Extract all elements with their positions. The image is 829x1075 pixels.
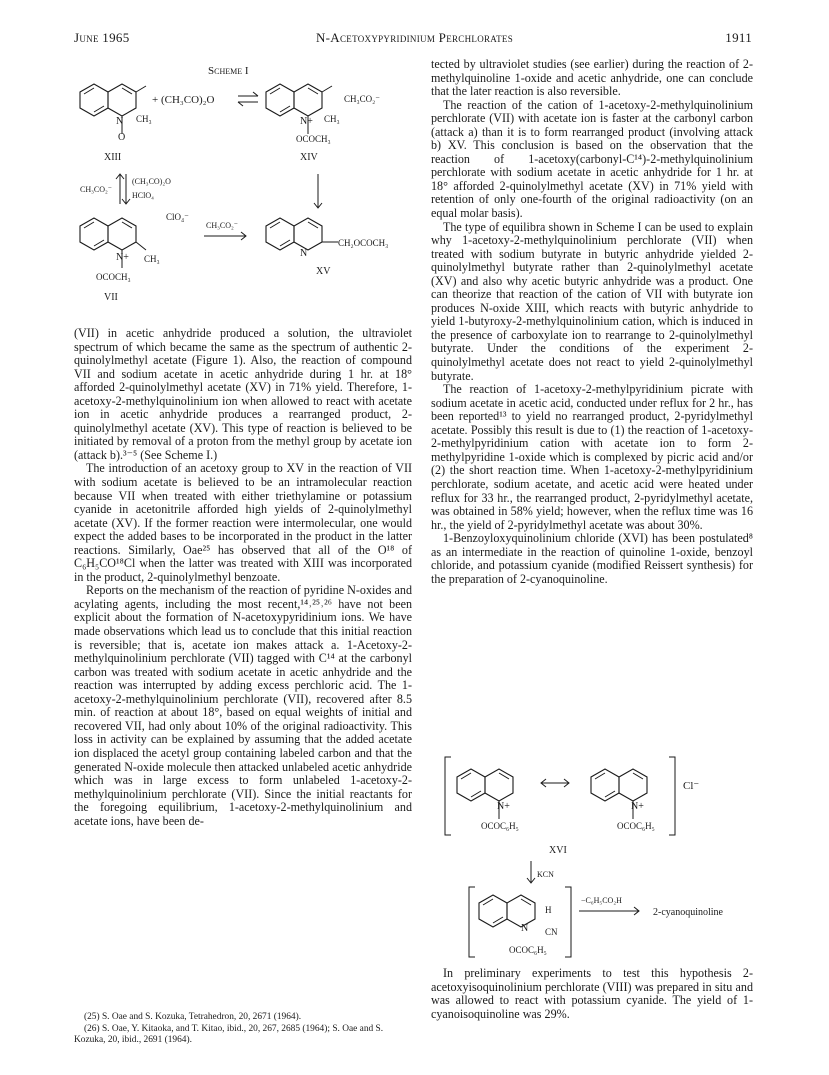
label-nplus-xvi-a: N+: [497, 801, 510, 812]
label-clo4: ClO₄⁻: [166, 212, 189, 222]
footnote: (25) S. Oae and S. Kozuka, Tetrahedron, 20, 2671 (1964).: [84, 1012, 302, 1022]
paragraph: tected by ultraviolet studies (see earlier) during the reaction of 2-methylquinoline 1-oxide and acetic anhydride, one can conclude that the later reaction is also reversible.: [431, 57, 753, 99]
label-o-xiii: O: [118, 132, 126, 143]
label-arrow-anhydride: (CH₃CO)₂O: [132, 177, 171, 186]
label-n-reissert: N: [521, 923, 529, 934]
label-ch3-vii: CH₃: [144, 254, 160, 264]
structure-xv: [266, 218, 338, 250]
paragraph: (VII) in acetic anhydride produced a solution, the ultraviolet spectrum of which became the same as the spectrum of authentic 2-quinolylmethyl acetate (Figure 1). Also, the reaction of compound VII and sodium acetate in acetic anhydride during 1 hr. at 18° afforded 2-quinolylmethyl acetate (XV) in 71% yield. Therefore, 1-acetoxy-2-methylquinolinium ion when allowed to react with acetate ion in acetic anhydride produces a rearranged product, 2-quinolylmethyl acetate (XV). This type of reaction is believed to be initiated by removal of a proton from the methyl group by acetate ion (attack b).³⁻⁵ (See Scheme I.): [74, 326, 412, 462]
label-xv: XV: [316, 266, 331, 277]
label-nplus-xvi-b: N+: [631, 801, 644, 812]
paragraph: The reaction of 1-acetoxy-2-methylpyridinium picrate with sodium acetate in acetic acid, conducted under reflux for 2 hr., has been reported¹³ to yield no rearranged product, 2-pyridylmethyl acetate. Possibly this result is due to (1) the reaction of 1-acetoxy-2-methylpyridinium cation with acetate ion to form 2-methylpyridine 1-oxide which is complexed by picric acid and/or (2) the short reaction time. When 1-acetoxy-2-methylpyridinium perchlorate, sodium acetate, and acetic acid were heated under reflux for 33 hr., the rearranged product, 2-pyridylmethyl acetate, was obtained in 58% yield; however, when the reflux time was 16 hr., the yield of 2-pyridylmethyl acetate was about 30%.: [431, 382, 753, 532]
label-ch3-xiii: CH₃: [136, 114, 152, 124]
paragraph: Reports on the mechanism of the reaction of pyridine N-oxides and acylating agents, including the most recent,¹⁴˒²⁵˒²⁶ have not been explicit about the formation of N-acetoxypyridinium ions. We have made observations which lead us to conclude that this initial reaction is reversible; that is, acetate ion makes attack a. 1-Acetoxy-2-methylquinolinium perchlorate (VII) tagged with C¹⁴ at the carbonyl carbon was treated with sodium acetate in acetic anhydride and the reaction was interrupted by adding excess perchloric acid. The 1-acetoxy-2-methylquinolinium perchlorate (VII), recovered after 8.5 min. of reaction at about 18°, based on equal weights of initial and recovered VII, had only about 10% of the original radioactivity. This loss in activity can be explained by assuming that the added acetate ion displaced the acetyl group containing labeled carbon and that the generated N-oxide molecule then attacked unlabeled acetic anhydride which was in large excess to form unlabeled 1-acetoxy-2-methylquinolinium perchlorate (VII). Since the initial reactants for the foregoing equilibrium, 1-acetoxy-2-methylquinolinium and acetate ions, have been de-: [74, 583, 412, 828]
label-ococ6h5-a: OCOC₆H₅: [481, 821, 519, 831]
label-n-xv: N: [300, 248, 308, 259]
label-ococh3-vii: OCOCH₃: [96, 272, 131, 282]
label-ococh3-xiv: OCOCH₃: [296, 134, 331, 144]
label-h: H: [545, 905, 552, 915]
right-column-end: [431, 967, 753, 1021]
reissert-svg: [431, 753, 753, 963]
right-column: [431, 58, 753, 586]
paragraph: The reaction of the cation of 1-acetoxy-2-methylquinolinium perchlorate (VII) with acetate ion is faster at the carbonyl carbon (attack a) than it is to form rearranged product (involving attack b) XV. This conclusion is based on the observation that the reaction of 1-acetoxy(carbonyl-C¹⁴)-2-methylquinolinium perchlorate with sodium acetate in acetic anhydride for 1 hr. at 18° afforded 2-quinolylmethyl acetate (XV) in 71% yield with retention of only one-fourth of the original radioactivity (on an equal molar basis).: [431, 97, 753, 221]
label-acetate-xiv: CH₃CO₂⁻: [344, 94, 381, 104]
paragraph: 1-Benzoyloxyquinolinium chloride (XVI) has been postulated⁸ as an intermediate in the reaction of quinoline 1-oxide, benzoyl chloride, and potassium cyanide (modified Reissert synthesis) for the preparation of 2-cyanoquinoline.: [431, 531, 753, 586]
label-product: 2-cyanoquinoline: [653, 907, 723, 918]
paragraph: The type of equilibra shown in Scheme I can be used to explain why 1-acetoxy-2-methylquinolinium perchlorate (VII) when treated with sodium butyrate in butyric anhydride yielded 2-quinolylmethyl butyrate rather than 2-quinolylmethyl acetate (XV) and also why acetic butyric anhydride was a product. One can theorize that reaction of the cation of VII with butyrate ion produces N-oxide XIII, which reacts with butyric anhydride to yield 1-butyroxy-2-methylquinolinium cation, which is induced in the presence of carboxylate ion to rearrange to 2-quinolylmethyl butyrate. Under the conditions of the experiment 2-quinolylmethyl acetate does not react to yield 2-quinolylmethyl butyrate.: [431, 219, 753, 383]
label-ococ6h5-b: OCOC₆H₅: [617, 821, 655, 831]
label-kcn: KCN: [537, 870, 554, 879]
structure-xiii: [80, 84, 146, 134]
label-nplus-vii: N+: [116, 252, 129, 263]
label-nplus-xiv: N+: [300, 116, 313, 127]
label-arrow-acetate: CH₃CO₂⁻: [80, 185, 113, 194]
structure-vii: [80, 218, 146, 268]
label-elimination: −C₆H₅CO₂H: [581, 896, 622, 905]
label-ch3-xiv: CH₃: [324, 114, 340, 124]
running-header-date: June 1965: [74, 30, 130, 45]
label-arrow-acetate-2: CH₃CO₂⁻: [206, 221, 239, 230]
footnotes: [74, 1012, 412, 1047]
structure-xiv: [266, 84, 332, 134]
label-ococ6h5-c: OCOC₆H₅: [509, 945, 547, 955]
label-xvi: XVI: [549, 845, 567, 856]
page-number: 1911: [725, 30, 752, 45]
label-vii: VII: [104, 292, 118, 303]
running-header-title: N-Acetoxypyridinium Perchlorates: [315, 30, 514, 45]
scheme-figure: [74, 58, 412, 323]
left-column: [74, 327, 412, 828]
label-ch2ococh3: CH₂OCOCH₃: [338, 238, 389, 248]
reissert-figure: [431, 753, 753, 963]
label-xiv: XIV: [300, 152, 318, 163]
scheme-svg: [74, 58, 412, 323]
paragraph: The introduction of an acetoxy group to XV in the reaction of VII with sodium acetate is believed to be an intramolecular reaction because VII when treated with either triethylamine or potassium cyanide in acetonitrile afforded high yields of 2-quinolylmethyl acetate (XV). If the former reaction were intermolecular, one would expect the added bases to be incorporated in the product in the latter reactions. Similarly, Oae²⁵ has observed that all of the O¹⁸ of C₆H₅CO¹⁸Cl when the latter was treated with XIII was incorporated in the product, 2-quinolylmethyl benzoate.: [74, 461, 412, 584]
label-n-xiii: N: [116, 116, 124, 127]
label-reagent: + (CH₃CO)₂O: [152, 94, 215, 106]
footnote: (26) S. Oae, Y. Kitaoka, and T. Kitao, ibid., 20, 267, 2685 (1964); S. Oae and S. Kozuka, 20, ibid., 2691 (1964).: [74, 1023, 384, 1045]
label-cn: CN: [545, 927, 558, 937]
label-arrow-hclo4: HClO₄: [132, 191, 154, 200]
scheme-title: Scheme I: [208, 65, 249, 77]
label-chloride: Cl⁻: [683, 780, 700, 792]
paragraph: In preliminary experiments to test this hypothesis 2-acetoxyisoquinolinium perchlorate (VIII) was prepared in situ and was allowed to react with potassium cyanide. The yield of 1-cyanoisoquinoline was 29%.: [431, 966, 753, 1021]
label-xiii: XIII: [104, 152, 122, 163]
